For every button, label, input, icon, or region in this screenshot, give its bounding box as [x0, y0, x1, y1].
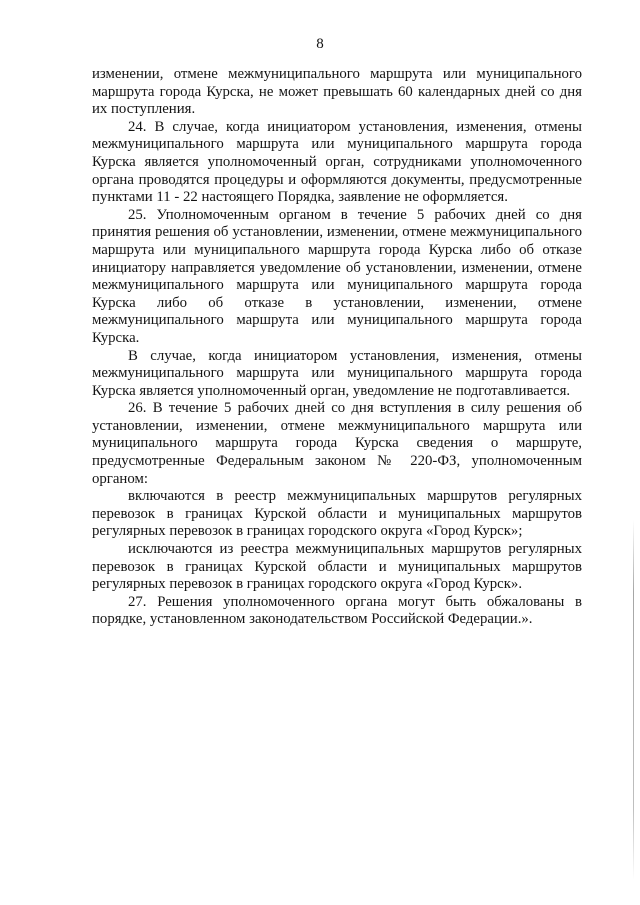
- paragraph-25-note: В случае, когда инициатором установления, изменения, отмены межмуниципального маршрута или муниципального маршрута города Курска является уполномоченный орган, уведомление не подготавливается.: [92, 347, 582, 399]
- paragraph-26-include: включаются в реестр межмуниципальных маршрутов регулярных перевозок в границах Курской области и муниципальных маршрутов регулярных перевозок в границах городского округа «Город Курск»;: [92, 488, 582, 540]
- document-body: [92, 66, 582, 629]
- paragraph-26-exclude: исключаются из реестра межмуниципальных маршрутов регулярных перевозок в границах Курской области и муниципальных маршрутов регулярных перевозок в границах городского округа «Город Курск».: [92, 541, 582, 593]
- paragraph-27: 27. Решения уполномоченного органа могут быть обжалованы в порядке, установленном законодательством Российской Федерации.».: [92, 593, 582, 628]
- paragraph-26: 26. В течение 5 рабочих дней со дня вступления в силу решения об установлении, изменении, отмене межмуниципального маршрута или муниципального маршрута города Курска сведения о маршруте, предусмотренные Федеральным законом № 220-ФЗ, уполномоченным органом:: [92, 400, 582, 487]
- paragraph-continuation: изменении, отмене межмуниципального маршрута или муниципального маршрута города Курска, не может превышать 60 календарных дней со дня их поступления.: [92, 66, 582, 118]
- paragraph-24: 24. В случае, когда инициатором установления, изменения, отмены межмуниципального маршрута или муниципального маршрута города Курска является уполномоченный орган, сотрудниками уполномоченного органа проводятся процедуры и оформляются документы, предусмотренные пунктами 11 - 22 настоящего Порядка, заявление не оформляется.: [92, 118, 582, 206]
- paragraph-25: 25. Уполномоченным органом в течение 5 рабочих дней со дня принятия решения об установлении, изменении, отмене межмуниципального маршрута или муниципального маршрута города Курска либо об отказе инициатору направляется уведомление об установлении, изменении, отмене межмуниципального маршрута или муниципального маршрута города Курска либо об отказе в установлении, изменении, отмене межмуниципального маршрута или муниципального маршрута города Курска.: [92, 206, 582, 346]
- scan-edge-line: [633, 520, 634, 880]
- page-number: 8: [316, 36, 324, 52]
